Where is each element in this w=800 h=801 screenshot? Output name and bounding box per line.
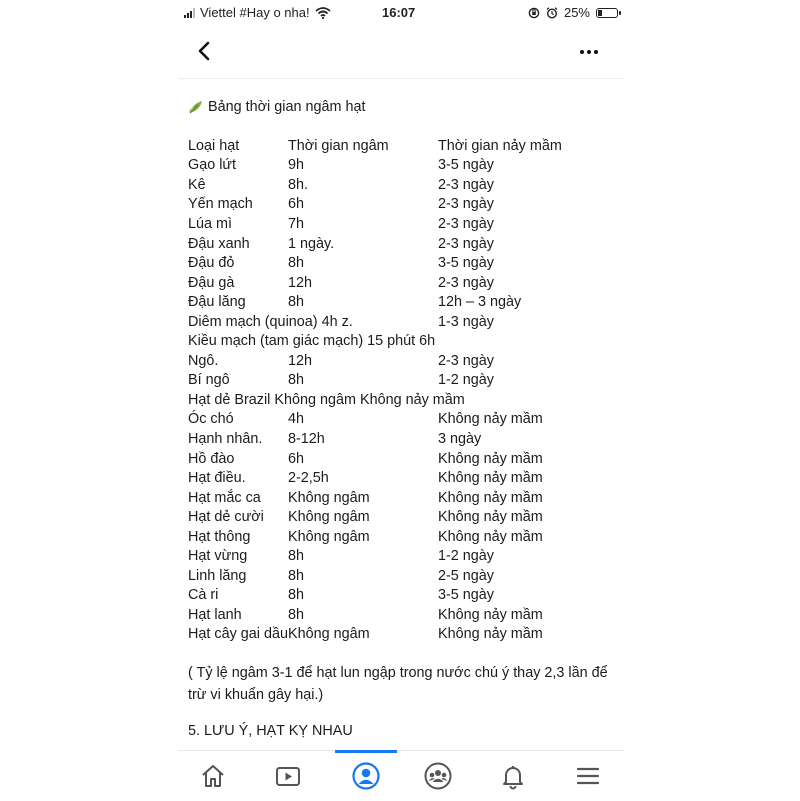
status-left [184, 5, 331, 20]
cell-soak-time: 2-2,5h [288, 470, 329, 487]
carrier-name: Viettel #Hay o nha! [200, 5, 310, 20]
table-row [188, 331, 562, 351]
cell-seed-type: Lúa mì [188, 215, 232, 232]
cell-sprout-time: 3-5 ngày [438, 255, 495, 272]
cell-sprout-time: 2-5 ngày [438, 567, 495, 584]
cell-seed-type: Bí ngô [188, 372, 230, 389]
cell-seed-type: Hạt dẻ cười [188, 509, 264, 526]
cell-seed-type: Kiều mạch (tam giác mạch) 15 phút 6h [188, 333, 436, 350]
profile-icon [351, 761, 381, 791]
cell-soak-time: 8h [288, 567, 305, 584]
table-row [188, 468, 562, 488]
cell-sprout-time: 2-3 ngày [438, 176, 495, 193]
cell-soak-time: Không ngâm [288, 528, 370, 545]
cell-seed-type: Yến mạch [188, 196, 253, 213]
cell-seed-type: Kê [188, 176, 206, 193]
post-title: Bảng thời gian ngâm hạt [208, 99, 366, 115]
more-horizontal-icon[interactable] [576, 39, 602, 65]
cell-sprout-time: Không nảy mầm [438, 470, 543, 487]
cell-seed-type: Hạt dẻ Brazil Không ngâm Không nảy mầm [188, 391, 465, 408]
chevron-left-icon[interactable] [192, 38, 218, 64]
table-row [188, 410, 562, 430]
home-icon [199, 762, 227, 790]
cell-sprout-time: 3-5 ngày [438, 157, 495, 174]
cell-seed-type: Hạt điều. [188, 470, 246, 487]
cell-soak-time: 12h [288, 274, 313, 291]
alarm-icon [546, 7, 558, 19]
cell-soak-time: 9h [288, 157, 305, 174]
table-row [188, 214, 562, 234]
table-row [188, 234, 562, 254]
tab-groups[interactable] [423, 761, 453, 791]
table-row [188, 195, 562, 215]
cell-seed-type: Ngô. [188, 352, 219, 369]
active-tab-indicator [335, 750, 397, 753]
table-row [188, 175, 562, 195]
status-right [528, 5, 618, 20]
cell-soak-time: 6h [288, 196, 305, 213]
table-header-row [188, 136, 562, 156]
cell-soak-time: 8h [288, 294, 305, 311]
wifi-icon [315, 7, 331, 19]
battery-icon [596, 8, 618, 18]
table-row [188, 156, 562, 176]
tab-notifications[interactable] [498, 761, 528, 791]
cell-soak-time: 8-12h [288, 430, 325, 447]
post-heading [188, 96, 618, 118]
menu-icon [574, 762, 602, 790]
battery-level [598, 10, 602, 16]
cell-sprout-time: 12h – 3 ngày [438, 294, 522, 311]
status-bar [178, 0, 624, 26]
table-row [188, 390, 562, 410]
cell-seed-type: Diêm mạch (quinoa) 4h z. [188, 313, 353, 330]
cell-seed-type: Đậu gà [188, 274, 235, 291]
cell-sprout-time: 2-3 ngày [438, 274, 495, 291]
top-navigation-bar [178, 26, 624, 79]
table-row [188, 351, 562, 371]
table-row [188, 625, 562, 645]
tab-home[interactable] [198, 761, 228, 791]
cell-sprout-time: 2-3 ngày [438, 196, 495, 213]
cell-sprout-time: 2-3 ngày [438, 352, 495, 369]
cell-seed-type: Hạt mắc ca [188, 489, 261, 506]
table-row [188, 546, 562, 566]
cell-soak-time: 8h [288, 587, 305, 604]
table-row [188, 586, 562, 606]
table-row [188, 371, 562, 391]
signal-icon [184, 8, 195, 18]
cell-soak-time: 6h [288, 450, 305, 467]
cell-seed-type: Hồ đào [188, 450, 235, 467]
cell-soak-time: 8h [288, 255, 305, 272]
cell-seed-type: Đậu đỏ [188, 255, 235, 272]
cell-seed-type: Hạt vừng [188, 548, 248, 565]
battery-percent: 25% [563, 5, 590, 20]
table-row [188, 566, 562, 586]
table-row [188, 507, 562, 527]
cell-soak-time: 8h [288, 606, 305, 623]
table-row [188, 292, 562, 312]
cell-seed-type: Óc chó [188, 411, 234, 428]
cell-sprout-time: 1-2 ngày [438, 548, 495, 565]
cell-soak-time: 8h. [288, 176, 309, 193]
cell-soak-time: Không ngâm [288, 626, 370, 643]
cell-sprout-time: 3 ngày [438, 430, 482, 447]
cell-seed-type: Hạt lanh [188, 606, 242, 623]
table-row [188, 429, 562, 449]
soaking-note: ( Tỷ lệ ngâm 3-1 để hạt lun ngập trong nước chú ý thay 2,3 lần để trừ vi khuẩn gây hại.) [188, 665, 608, 704]
tab-video[interactable] [273, 761, 303, 791]
seed-table-body [188, 136, 562, 644]
cell-seed-type: Đậu xanh [188, 235, 250, 252]
tab-menu[interactable] [573, 761, 603, 791]
cell-soak-time: 8h [288, 372, 305, 389]
cell-seed-type: Gạo lứt [188, 157, 237, 174]
phone-screen [178, 0, 624, 800]
cell-seed-type: Hạnh nhân. [188, 430, 263, 447]
table-row [188, 488, 562, 508]
cell-sprout-time: Không nảy mầm [438, 528, 543, 545]
table-row [188, 312, 562, 332]
cell-sprout-time: Không nảy mầm [438, 489, 543, 506]
cell-sprout-time: Không nảy mầm [438, 626, 543, 643]
header-soak-time: Thời gian ngâm [288, 137, 389, 154]
tab-profile[interactable] [351, 761, 381, 791]
herb-leaf-icon [188, 99, 204, 115]
cell-sprout-time: 2-3 ngày [438, 215, 495, 232]
cell-soak-time: 7h [288, 215, 305, 232]
cell-sprout-time: 2-3 ngày [438, 235, 495, 252]
video-icon [274, 762, 302, 790]
bell-icon [499, 762, 527, 790]
cell-sprout-time: Không nảy mầm [438, 411, 543, 428]
table-row [188, 527, 562, 547]
cell-sprout-time: Không nảy mầm [438, 606, 543, 623]
seed-soaking-table [188, 136, 562, 644]
status-time: 16:07 [382, 5, 416, 20]
bottom-tab-bar [178, 750, 624, 801]
post-content [188, 96, 618, 739]
header-seed-type: Loại hạt [188, 137, 240, 154]
groups-icon [423, 761, 453, 791]
cell-sprout-time: Không nảy mầm [438, 450, 543, 467]
cell-soak-time: Không ngâm [288, 509, 370, 526]
table-row [188, 253, 562, 273]
table-row [188, 449, 562, 469]
cell-seed-type: Đậu lăng [188, 294, 246, 311]
cell-soak-time: 4h [288, 411, 305, 428]
orientation-lock-icon [528, 7, 540, 19]
cell-sprout-time: 1-3 ngày [438, 313, 495, 330]
cell-seed-type: Linh lăng [188, 567, 247, 584]
cell-seed-type: Cà ri [188, 587, 219, 604]
table-row [188, 273, 562, 293]
cell-seed-type: Hạt cây gai dầu [188, 626, 288, 643]
cell-sprout-time: 3-5 ngày [438, 587, 495, 604]
cell-soak-time: 12h [288, 352, 313, 369]
cell-soak-time: Không ngâm [288, 489, 370, 506]
cell-soak-time: 1 ngày. [288, 235, 335, 252]
section-title: 5. LƯU Ý, HẠT KỴ NHAU [188, 723, 353, 740]
cell-sprout-time: Không nảy mầm [438, 509, 543, 526]
table-row [188, 605, 562, 625]
cell-soak-time: 8h [288, 548, 305, 565]
cell-sprout-time: 1-2 ngày [438, 372, 495, 389]
header-sprout-time: Thời gian nảy mầm [438, 137, 562, 154]
cell-seed-type: Hạt thông [188, 528, 251, 545]
